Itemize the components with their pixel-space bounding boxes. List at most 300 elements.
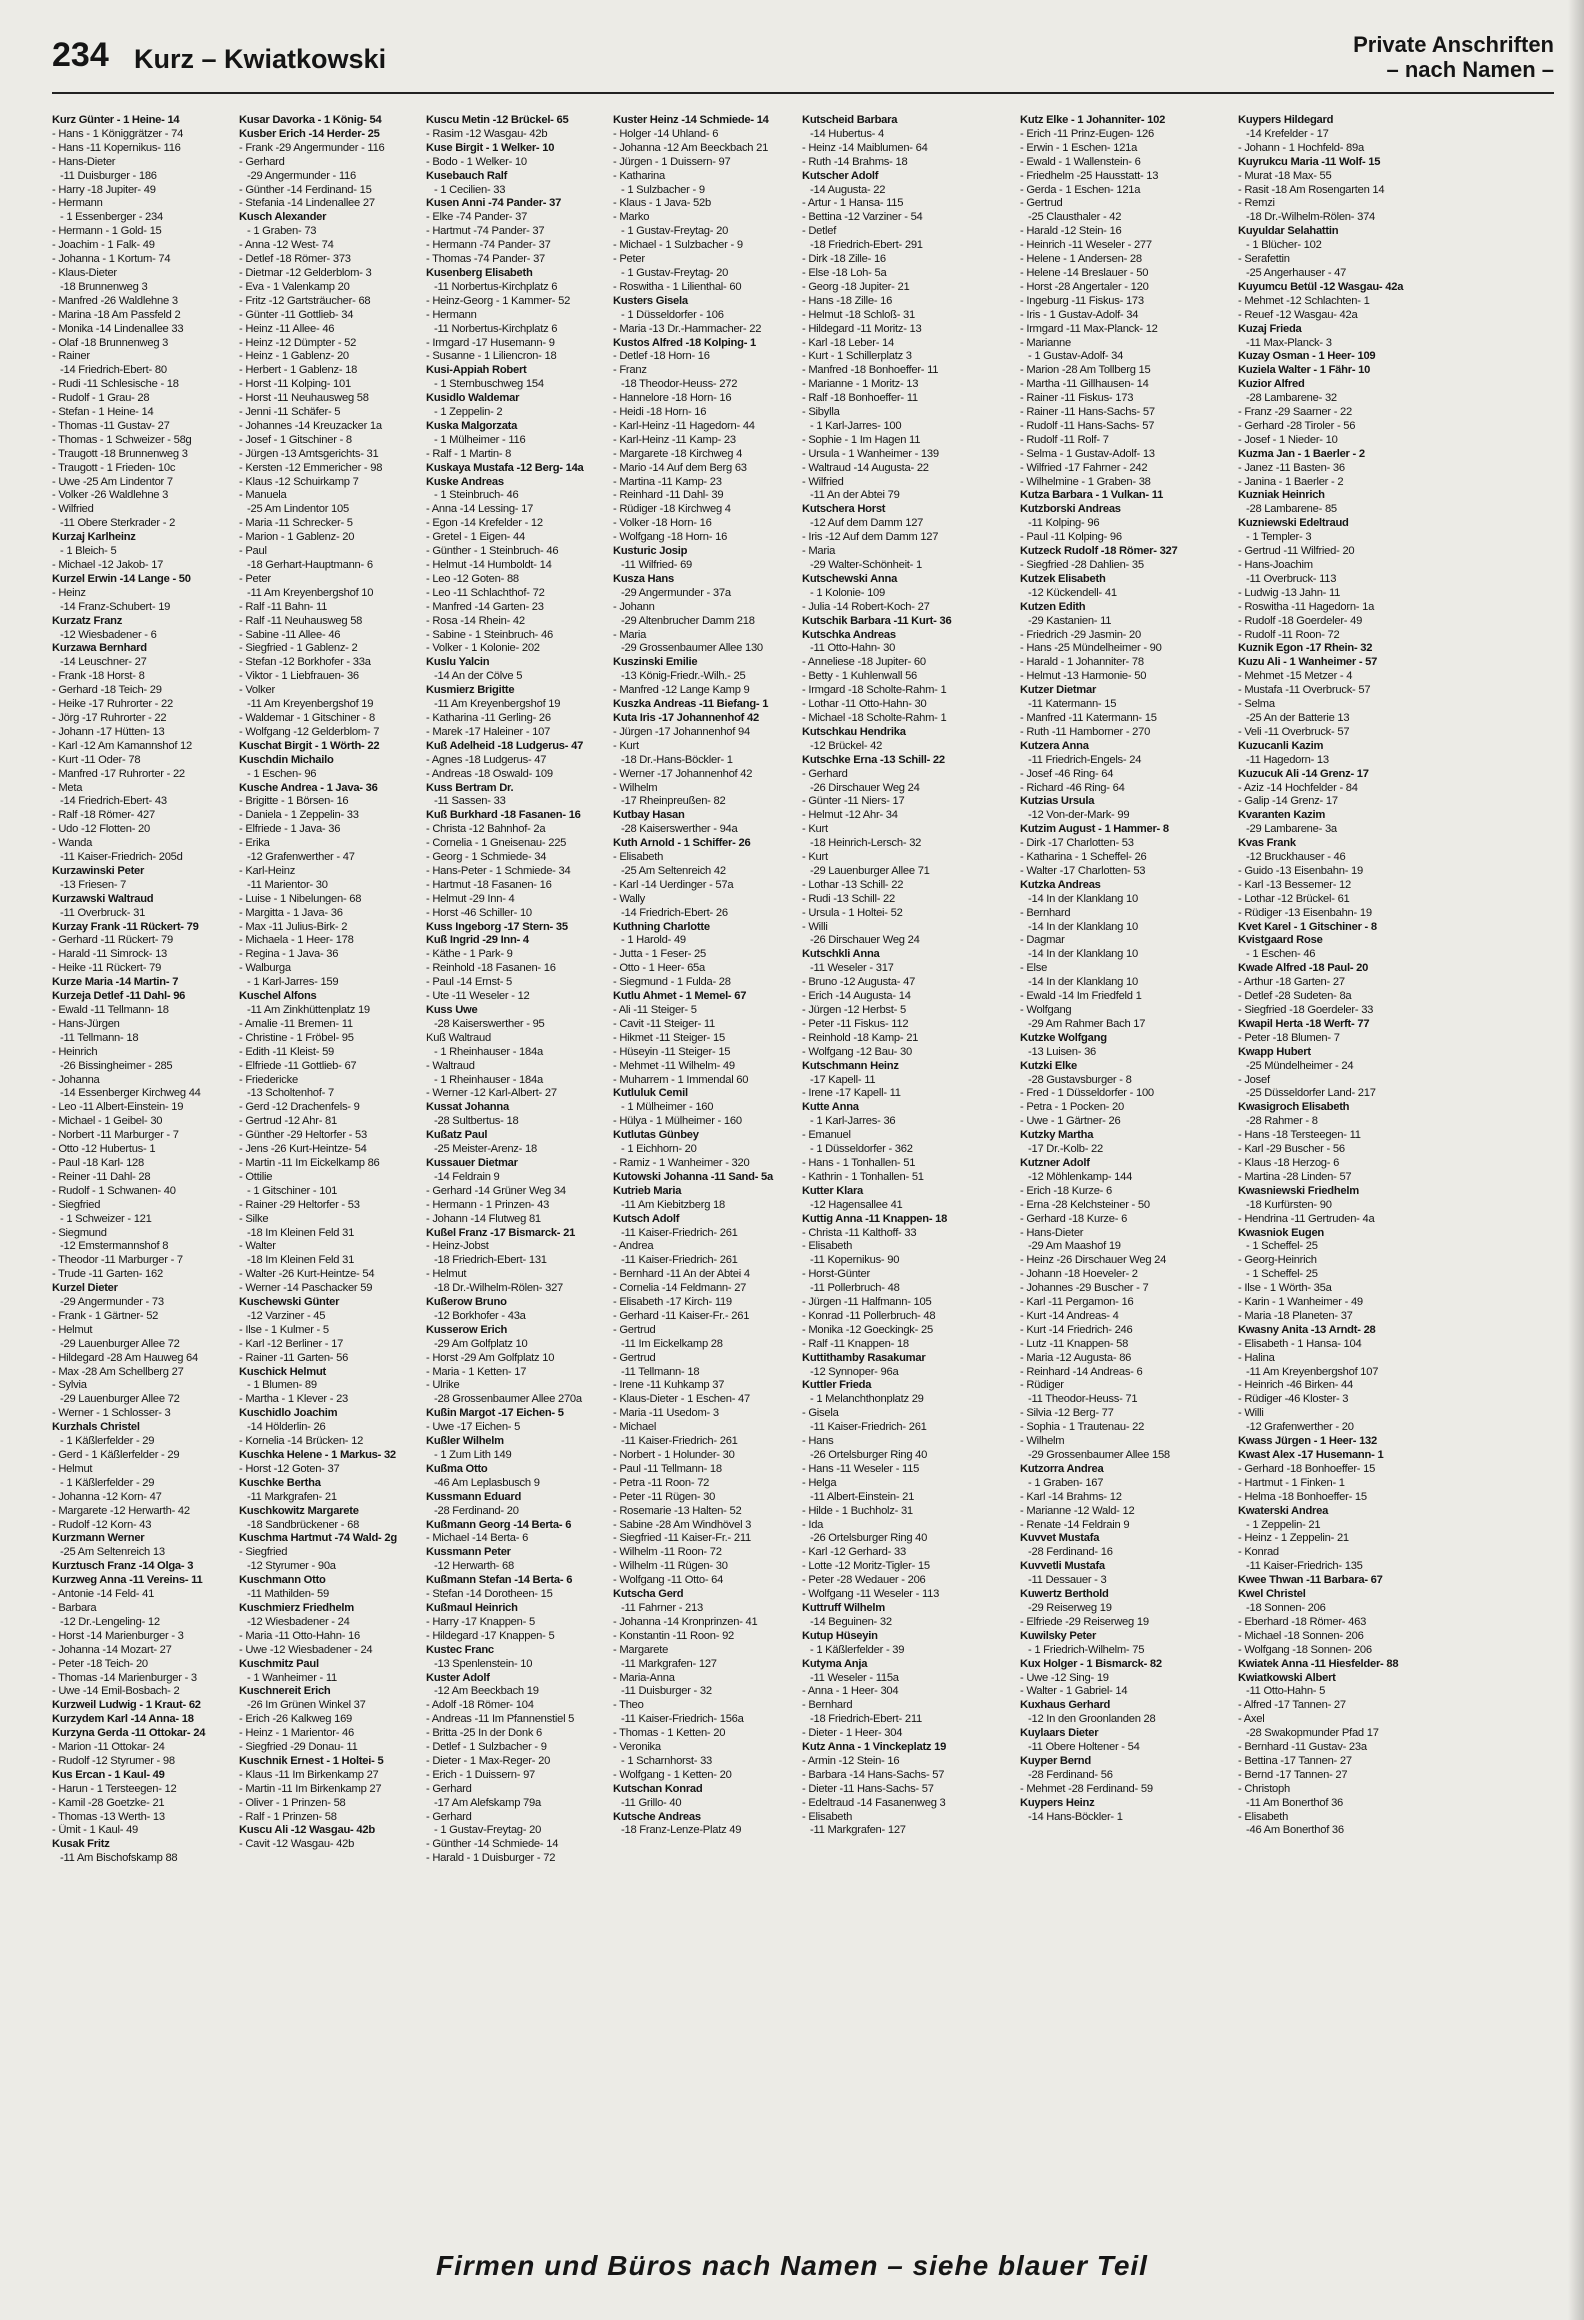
surname-entry: Kutza Barbara - 1 Vulkan- 11: [1020, 489, 1164, 502]
address-line: -29 Am Maashof 19: [1028, 1240, 1121, 1253]
surname-entry: Kutzki Elke: [1020, 1059, 1077, 1072]
person-entry: - Ralf - 1 Prinzen- 58: [239, 1810, 337, 1823]
surname-entry: Kusidlo Waldemar: [426, 392, 520, 405]
person-entry: - Lothar -11 Otto-Hahn- 30: [802, 698, 927, 711]
person-entry: - Renate -14 Feldrain 9: [1020, 1518, 1130, 1531]
person-entry: - Manfred -26 Waldlehne 3: [52, 294, 178, 307]
person-entry: - Kersten -12 Emmericher - 98: [239, 461, 383, 474]
surname-entry: Kutsch Adolf: [613, 1212, 680, 1225]
surname-entry: Kusebauch Ralf: [426, 169, 508, 182]
person-entry: - Erika: [239, 837, 270, 850]
person-entry: - Hüseyin -11 Steiger- 15: [613, 1045, 731, 1058]
surname-entry: Kuschel Alfons: [239, 990, 317, 1003]
surname-entry: Kurzatz Franz: [52, 614, 123, 627]
person-entry: - Jürgen -13 Amtsgerichts- 31: [239, 447, 379, 460]
surname-entry: Kutowski Johanna -11 Sand- 5a: [613, 1170, 773, 1183]
person-entry: - Regina - 1 Java- 36: [239, 948, 339, 961]
address-line: -14 Feldrain 9: [434, 1170, 500, 1183]
person-entry: - Waldemar - 1 Gitschiner - 8: [239, 711, 375, 724]
person-entry: - Frank -18 Horst- 8: [52, 670, 145, 683]
address-line: - 1 Gitschiner - 101: [247, 1184, 338, 1197]
person-entry: - Udo -12 Flotten- 20: [52, 823, 150, 836]
person-entry: - Norbert -11 Marburger - 7: [52, 1129, 179, 1142]
person-entry: - Johanna: [52, 1073, 100, 1086]
person-entry: - Max -28 Am Schellberg 27: [52, 1365, 184, 1378]
address-line: - 1 Blücher- 102: [1246, 239, 1322, 252]
address-line: -26 Ortelsburger Ring 40: [810, 1532, 928, 1545]
surname-entry: Kusmierz Brigitte: [426, 684, 515, 697]
person-entry: - Heinz -11 Allee- 46: [239, 322, 335, 335]
person-entry: - Siegfried - 1 Gablenz- 2: [239, 642, 358, 655]
address-line: -14 In der Klanklang 10: [1028, 976, 1138, 989]
person-entry: - Heinrich: [52, 1045, 98, 1058]
person-entry: - Selma: [1238, 698, 1275, 711]
page-edge-shadow: [1568, 0, 1584, 2320]
person-entry: - Marion -28 Am Tollberg 15: [1020, 364, 1151, 377]
person-entry: - Rudolf -11 Rolf- 7: [1020, 433, 1109, 446]
surname-entry: Kutte Anna: [802, 1101, 859, 1114]
person-entry: - Wilfried -17 Fahrner - 242: [1020, 461, 1148, 474]
person-entry: - Arthur -18 Garten- 27: [1238, 976, 1345, 989]
person-entry: - Serafettin: [1238, 253, 1290, 266]
person-entry: - Konrad -11 Pollerbruch- 48: [802, 1309, 936, 1322]
person-entry: - Waltraud -14 Augusta- 22: [802, 461, 929, 474]
address-line: -11 Tellmann- 18: [60, 1031, 139, 1044]
person-entry: - Gerhard: [239, 155, 285, 168]
person-entry: - Heinz - 1 Zeppelin- 21: [1238, 1532, 1349, 1545]
surname-entry: Kustec Franc: [426, 1643, 494, 1656]
person-entry: - Ursula - 1 Wanheimer - 139: [802, 447, 939, 460]
person-entry: - Amalie -11 Bremen- 11: [239, 1017, 353, 1030]
person-entry: - Klaus - 1 Java- 52b: [613, 197, 711, 210]
address-line: -18 Kurfürsten- 90: [1246, 1198, 1332, 1211]
address-line: -28 Lambarene- 85: [1246, 503, 1337, 516]
person-entry: - Gertrud: [613, 1323, 656, 1336]
person-entry: - Hermann: [426, 308, 477, 321]
person-entry: - Cavit -11 Steiger- 11: [613, 1017, 716, 1030]
person-entry: - Heike -17 Ruhrorter - 22: [52, 698, 173, 711]
surname-entry: Kuth Arnold - 1 Schiffer- 26: [613, 837, 751, 850]
surname-entry: Kuss Ingeborg -17 Stern- 35: [426, 920, 568, 933]
person-entry: - Johanna -12 Am Beeckbach 21: [613, 141, 769, 154]
address-line: -11 Markgrafen- 127: [621, 1657, 717, 1670]
address-line: -11 Tellmann- 18: [621, 1365, 700, 1378]
surname-entry: Kwasny Anita -13 Arndt- 28: [1238, 1323, 1376, 1336]
address-line: -26 Im Grünen Winkel 37: [247, 1699, 366, 1712]
address-line: -18 Brunnenweg 3: [60, 280, 148, 293]
person-entry: - Anna -14 Lessing- 17: [426, 503, 534, 516]
person-entry: - Karin - 1 Wanheimer - 49: [1238, 1296, 1363, 1309]
address-line: -11 Norbertus-Kirchplatz 6: [434, 322, 558, 335]
person-entry: - Veronika: [613, 1741, 661, 1754]
surname-entry: Kvaranten Kazim: [1238, 809, 1326, 822]
person-entry: - Karl -18 Leber- 14: [802, 336, 895, 349]
surname-entry: Kußma Otto: [426, 1462, 488, 1475]
person-entry: - Maria -18 Planeten- 37: [1238, 1309, 1353, 1322]
person-entry: - Betty - 1 Kuhlenwall 56: [802, 670, 918, 683]
surname-entry: Kutschkli Anna: [802, 948, 880, 961]
person-entry: - Siegfried: [239, 1546, 288, 1559]
person-entry: - Ursula - 1 Holtei- 52: [802, 906, 903, 919]
person-entry: - Ralf -11 Neuhausweg 58: [239, 614, 363, 627]
surname-entry: Kutschkau Hendrika: [802, 725, 906, 738]
address-line: -14 In der Klanklang 10: [1028, 948, 1138, 961]
address-line: -11 Max-Planck- 3: [1246, 336, 1332, 349]
person-entry: - Muharrem - 1 Immendal 60: [613, 1073, 749, 1086]
surname-entry: Kux Holger - 1 Bismarck- 82: [1020, 1657, 1162, 1670]
person-entry: - Hans-Jürgen: [52, 1017, 120, 1030]
person-entry: - Ute -11 Weseler - 12: [426, 990, 530, 1003]
person-entry: - Werner - 1 Schlosser- 3: [52, 1407, 171, 1420]
surname-entry: Kuß Adelheid -18 Ludgerus- 47: [426, 739, 584, 752]
person-entry: - Maria: [802, 545, 836, 558]
person-entry: - Hilde - 1 Buchholz- 31: [802, 1504, 913, 1517]
address-line: -12 Auf dem Damm 127: [810, 517, 924, 530]
person-entry: - Anneliese -18 Jupiter- 60: [802, 656, 926, 669]
person-entry: - Helene - 1 Andersen- 28: [1020, 253, 1142, 266]
person-entry: - Petra - 1 Pocken- 20: [1020, 1101, 1124, 1114]
person-entry: - Heinrich -11 Weseler - 277: [1020, 239, 1152, 252]
person-entry: - Manfred -17 Ruhrorter - 22: [52, 767, 185, 780]
address-line: -28 Gustavsburger - 8: [1028, 1073, 1132, 1086]
person-entry: - Helmut: [426, 1268, 467, 1281]
person-entry: - Hildegard -11 Moritz- 13: [802, 322, 922, 335]
person-entry: - Willi: [802, 920, 828, 933]
person-entry: - Petra -11 Roon- 72: [613, 1476, 710, 1489]
person-entry: - Martha - 1 Klever - 23: [239, 1393, 349, 1406]
person-entry: - Otto - 1 Heer- 65a: [613, 962, 705, 975]
person-entry: - Kurt: [802, 851, 828, 864]
surname-entry: Kutscha Gerd: [613, 1588, 684, 1601]
person-entry: - Frank -29 Angermunder - 116: [239, 141, 385, 154]
surname-entry: Kußel Franz -17 Bismarck- 21: [426, 1226, 576, 1239]
address-line: -25 Clausthaler - 42: [1028, 211, 1122, 224]
person-entry: - Ralf -11 Bahn- 11: [239, 600, 328, 613]
surname-entry: Kuster Heinz -14 Schmiede- 14: [613, 114, 769, 126]
surname-entry: Kurzyna Gerda -11 Ottokar- 24: [52, 1727, 206, 1740]
person-entry: - Marion - 1 Gablenz- 20: [239, 531, 355, 544]
person-entry: - Rainer: [52, 350, 90, 363]
surname-entry: Kvet Karel - 1 Gitschiner - 8: [1238, 920, 1377, 933]
surname-entry: Kuyper Bernd: [1020, 1754, 1091, 1767]
surname-entry: Kurzel Erwin -14 Lange - 50: [52, 572, 191, 585]
address-line: -14 Krefelder - 17: [1246, 127, 1329, 140]
person-entry: - Reiner -11 Dahl- 28: [52, 1170, 151, 1183]
person-entry: - Gerhard: [802, 767, 848, 780]
person-entry: - Dieter - 1 Max-Reger- 20: [426, 1754, 551, 1767]
person-entry: - Johanna -14 Kronprinzen- 41: [613, 1615, 758, 1628]
person-entry: - Jürgen -17 Johannenhof 94: [613, 725, 750, 738]
surname-entry: Kuyrukcu Maria -11 Wolf- 15: [1238, 155, 1381, 168]
surname-entry: Kurzeja Detlef -11 Dahl- 96: [52, 990, 186, 1003]
address-line: -28 Grossenbaumer Allee 270a: [434, 1393, 582, 1406]
address-line: -46 Am Leplasbusch 9: [434, 1476, 540, 1489]
person-entry: - Walburga: [239, 962, 291, 975]
address-line: - 1 Käßlerfelder - 29: [60, 1476, 155, 1489]
surname-entry: Kurzaj Karlheinz: [52, 531, 136, 544]
person-entry: - Sabine -28 Am Windhövel 3: [613, 1518, 752, 1531]
address-line: -11 Am Bonerthof 36: [1246, 1796, 1344, 1809]
person-entry: - Jenni -11 Schäfer- 5: [239, 406, 341, 419]
person-entry: - Gerhard -18 Teich- 29: [52, 684, 162, 697]
person-entry: - Volker: [239, 684, 275, 697]
address-line: -12 Hagensallee 41: [810, 1198, 903, 1211]
surname-entry: Kusak Fritz: [52, 1838, 110, 1851]
address-line: -14 Friedrich-Ebert- 43: [60, 795, 167, 808]
person-entry: - Paul: [239, 545, 267, 558]
surname-entry: Kussmann Eduard: [426, 1490, 522, 1503]
person-entry: - Cornelia -14 Feldmann- 27: [613, 1282, 747, 1295]
surname-entry: Kuzaj Frieda: [1238, 322, 1302, 335]
address-line: -11 Kaiser-Friedrich- 261: [621, 1226, 738, 1239]
person-entry: - Ramiz - 1 Wanheimer - 320: [613, 1156, 750, 1169]
person-entry: - Michael - 1 Geibel- 30: [52, 1115, 163, 1128]
person-entry: - Otto -12 Hubertus- 1: [52, 1143, 156, 1156]
address-line: -18 Franz-Lenze-Platz 49: [621, 1824, 742, 1837]
person-entry: - Günther - 1 Steinbruch- 46: [426, 545, 559, 558]
person-entry: - Katharina - 1 Scheffel- 26: [1020, 851, 1147, 864]
surname-entry: Kutz Anna - 1 Vinckeplatz 19: [802, 1741, 947, 1754]
listing-column: [239, 114, 419, 2244]
address-line: -13 Luisen- 36: [1028, 1045, 1097, 1058]
address-line: -11 Kolping- 96: [1028, 517, 1100, 530]
surname-entry: Kussmann Peter: [426, 1546, 511, 1559]
person-entry: - Wolfgang - 1 Ketten- 20: [613, 1768, 732, 1781]
person-entry: - Traugott -18 Brunnenweg 3: [52, 447, 188, 460]
person-entry: - Artur - 1 Hansa- 115: [802, 197, 904, 210]
footer-note: Firmen und Büros nach Namen – siehe blauer Teil: [436, 2250, 1148, 2281]
person-entry: - Mehmet -12 Schlachten- 1: [1238, 294, 1370, 307]
person-entry: - Uwe - 1 Gärtner- 26: [1020, 1115, 1121, 1128]
surname-entry: Kutschewski Anna: [802, 572, 898, 585]
address-line: -11 Norbertus-Kirchplatz 6: [434, 280, 558, 293]
person-entry: - Werner -12 Karl-Albert- 27: [426, 1087, 557, 1100]
person-entry: - Horst -11 Neuhausweg 58: [239, 392, 369, 405]
address-line: -14 Hans-Böckler- 1: [1028, 1810, 1123, 1823]
address-line: -11 Sassen- 33: [434, 795, 506, 808]
person-entry: - Heinz: [52, 586, 86, 599]
address-line: - 1 Graben- 73: [247, 225, 317, 238]
address-line: -11 Kaiser-Friedrich- 205d: [60, 851, 183, 864]
person-entry: - Ralf -18 Römer- 427: [52, 809, 155, 822]
person-entry: - Edith -11 Kleist- 59: [239, 1045, 335, 1058]
address-line: -14 Hubertus- 4: [810, 127, 884, 140]
address-line: -18 Dr.-Hans-Böckler- 1: [621, 753, 733, 766]
person-entry: - Kathrin - 1 Tonhallen- 51: [802, 1170, 924, 1183]
address-line: -18 Im Kleinen Feld 31: [247, 1254, 355, 1267]
address-line: - 1 Düsseldorfer - 106: [621, 308, 724, 321]
person-entry: - Karl -14 Brahms- 12: [1020, 1490, 1122, 1503]
person-entry: - Edeltraud -14 Fasanenweg 3: [802, 1796, 946, 1809]
person-entry: - Paul -14 Ernst- 5: [426, 976, 513, 989]
person-entry: - Hans-Dieter: [52, 155, 116, 168]
listing-column: [1020, 114, 1200, 2244]
person-entry: - Wilhelm: [1020, 1435, 1065, 1448]
person-entry: - Wilhelm -11 Roon- 72: [613, 1546, 722, 1559]
address-line: -28 Kaiserswerther - 95: [434, 1017, 545, 1030]
person-entry: - Rudi -11 Schlesische - 18: [52, 378, 179, 391]
surname-entry: Kurztusch Franz -14 Olga- 3: [52, 1560, 194, 1573]
person-entry: - Elisabeth: [802, 1240, 853, 1253]
address-line: - 1 Templer- 3: [1246, 531, 1312, 544]
person-entry: - Stefan -14 Dorotheen- 15: [426, 1588, 553, 1601]
address-line: -28 Ferdinand- 20: [434, 1504, 519, 1517]
person-entry: - Karl -12 Berliner - 17: [239, 1337, 344, 1350]
surname-entry: Kuvvetli Mustafa: [1020, 1560, 1105, 1573]
person-entry: - Maria: [613, 628, 647, 641]
surname-entry: Kuta Iris -17 Johannenhof 42: [613, 711, 759, 724]
person-entry: - Johanna - 1 Kortum- 74: [52, 253, 171, 266]
address-line: -11 Kopernikus- 90: [810, 1254, 900, 1267]
address-line: -29 Lauenburger Allee 72: [60, 1337, 180, 1350]
person-entry: - Selma - 1 Gustav-Adolf- 13: [1020, 447, 1155, 460]
address-line: -14 Hölderlin- 26: [247, 1421, 326, 1434]
person-entry: - Uwe -25 Am Lindentor 7: [52, 475, 173, 488]
person-entry: - Kurt -11 Oder- 78: [52, 753, 141, 766]
person-entry: - Harald - 1 Duisburger - 72: [426, 1852, 556, 1865]
person-entry: - Hans -25 Mündelheimer - 90: [1020, 642, 1162, 655]
surname-entry: Kutzen Edith: [1020, 600, 1086, 613]
address-line: -29 Reiserweg 19: [1028, 1601, 1112, 1614]
person-entry: - Hannelore -18 Horn- 16: [613, 392, 732, 405]
person-entry: - Lothar -12 Brückel- 61: [1238, 892, 1350, 905]
address-line: - 1 Eschen- 96: [247, 767, 317, 780]
person-entry: - Maria -12 Augusta- 86: [1020, 1351, 1132, 1364]
address-line: -17 Am Alefskamp 79a: [434, 1796, 541, 1809]
person-entry: - Antonie -14 Feld- 41: [52, 1588, 155, 1601]
person-entry: - Heinz-Georg - 1 Kammer- 52: [426, 294, 571, 307]
person-entry: - Wolfgang -11 Otto- 64: [613, 1574, 724, 1587]
surname-entry: Kuwertz Berthold: [1020, 1588, 1109, 1601]
person-entry: - Detlef -28 Sudeten- 8a: [1238, 990, 1352, 1003]
person-entry: - Heinz -26 Dirschauer Weg 24: [1020, 1254, 1167, 1267]
surname-entry: Kwaterski Andrea: [1238, 1504, 1329, 1517]
address-line: -12 Bruckhauser - 46: [1246, 851, 1346, 864]
address-line: -11 Duisburger - 186: [60, 169, 157, 182]
person-entry: - Hans-Joachim: [1238, 559, 1313, 571]
person-entry: - Sophie - 1 Im Hagen 11: [802, 433, 921, 446]
address-line: -17 Dr.-Kolb- 22: [1028, 1143, 1103, 1156]
person-entry: - Jörg -17 Ruhrorter - 22: [52, 711, 167, 724]
address-line: -11 Grillo- 40: [621, 1796, 682, 1809]
person-entry: - Janina - 1 Baerler - 2: [1238, 475, 1344, 488]
address-line: -11 Albert-Einstein- 21: [810, 1490, 915, 1503]
person-entry: - Guido -13 Eisenbahn- 19: [1238, 864, 1363, 877]
person-entry: - Harald -12 Stein- 16: [1020, 225, 1122, 238]
person-entry: - Wolfgang -12 Bau- 30: [802, 1045, 912, 1058]
address-line: -11 Obere Holtener - 54: [1028, 1741, 1140, 1754]
person-entry: - Jens -26 Kurt-Heintze- 54: [239, 1143, 367, 1156]
person-entry: - Detlef -18 Römer- 373: [239, 253, 351, 266]
surname-entry: Kussat Johanna: [426, 1101, 509, 1114]
person-entry: - Thomas - 1 Schweizer - 58g: [52, 433, 192, 446]
surname-entry: Kustos Alfred -18 Kolping- 1: [613, 336, 757, 349]
person-entry: - Maria -11 Usedom- 3: [613, 1407, 719, 1420]
person-entry: - Manfred -14 Garten- 23: [426, 600, 544, 613]
person-entry: - Heidi -18 Horn- 16: [613, 406, 707, 419]
person-entry: - Harry -18 Jupiter- 49: [52, 183, 156, 196]
person-entry: - Herbert - 1 Gablenz- 18: [239, 364, 358, 377]
person-entry: - Reinhard -14 Andreas- 6: [1020, 1365, 1143, 1378]
person-entry: - Elisabeth -17 Kirch- 119: [613, 1296, 732, 1309]
address-line: - 1 Sternbuschweg 154: [434, 378, 544, 391]
surname-entry: Kutzky Martha: [1020, 1129, 1094, 1142]
address-line: -26 Ortelsburger Ring 40: [810, 1449, 928, 1461]
person-entry: - Eberhard -18 Römer- 463: [1238, 1615, 1367, 1628]
person-entry: - Katharina -11 Gerling- 26: [426, 711, 551, 724]
surname-entry: Kuslu Yalcin: [426, 656, 490, 669]
address-line: - 1 Rheinhauser - 184a: [434, 1045, 543, 1058]
person-entry: - Rudolf -11 Hans-Sachs- 57: [1020, 419, 1155, 432]
listing-column: [802, 114, 982, 2244]
person-entry: - Leo -11 Schlachthof- 72: [426, 586, 545, 599]
surname-entry: Kutlutas Günbey: [613, 1129, 699, 1142]
surname-entry: Kutzborski Andreas: [1020, 503, 1121, 516]
address-line: -29 Angermunder - 116: [247, 169, 356, 182]
person-entry: - Rüdiger: [1020, 1379, 1064, 1392]
person-entry: - Hermann - 1 Prinzen- 43: [426, 1198, 550, 1211]
person-entry: - Rainer -29 Heltorfer - 53: [239, 1198, 360, 1211]
person-entry: - Hans -11 Kopernikus- 116: [52, 141, 181, 154]
address-line: -11 Otto-Hahn- 30: [810, 642, 896, 655]
person-entry: - Else -18 Loh- 5a: [802, 266, 887, 279]
person-entry: - Erwin - 1 Eschen- 121a: [1020, 141, 1138, 154]
person-entry: - Harald -11 Simrock- 13: [52, 948, 168, 961]
surname-entry: Kußler Wilhelm: [426, 1435, 504, 1448]
person-entry: - Sibylla: [802, 406, 840, 419]
person-entry: - Konrad: [1238, 1546, 1279, 1559]
person-entry: - Günther -29 Heltorfer - 53: [239, 1129, 367, 1142]
person-entry: - Horst -12 Goten- 37: [239, 1462, 340, 1475]
person-entry: - Heinz-Jobst: [426, 1240, 489, 1253]
person-entry: - Wilhelm -11 Rügen- 30: [613, 1560, 728, 1573]
person-entry: - Marianne: [1020, 336, 1071, 349]
person-entry: - Günther -14 Ferdinand- 15: [239, 183, 372, 196]
person-entry: - Roswitha -11 Hagedorn- 1a: [1238, 600, 1375, 613]
person-entry: - Ruth -11 Hamborner - 270: [1020, 725, 1151, 738]
surname-entry: Kutschke Erna -13 Schill- 22: [802, 753, 945, 766]
address-line: - 1 Düsseldorfer - 362: [810, 1143, 913, 1156]
person-entry: - Klaus -18 Herzog- 6: [1238, 1156, 1340, 1169]
address-line: - 1 Mülheimer - 116: [434, 433, 526, 446]
surname-entry: Kwasniok Eugen: [1238, 1226, 1325, 1239]
address-line: -18 Dr.-Wilhelm-Rölen- 374: [1246, 211, 1376, 224]
surname-entry: Kußatz Paul: [426, 1129, 488, 1142]
surname-entry: Kutlu Ahmet - 1 Memel- 67: [613, 990, 747, 1003]
person-entry: - Hermann - 1 Gold- 15: [52, 225, 162, 238]
surname-entry: Kuskaya Mustafa -12 Berg- 14a: [426, 461, 584, 474]
person-entry: - Gertrud: [1020, 197, 1063, 210]
person-entry: - Karl -29 Buscher - 56: [1238, 1143, 1345, 1156]
person-entry: - Siegfried -18 Goerdeler- 33: [1238, 1004, 1374, 1016]
person-entry: - Manuela: [239, 489, 287, 502]
surname-entry: Kuschmitz Paul: [239, 1657, 319, 1670]
surname-entry: Kwasniewski Friedhelm: [1238, 1184, 1359, 1197]
address-line: -25 Am Seltenreich 13: [60, 1546, 165, 1559]
person-entry: - Rainer -11 Hans-Sachs- 57: [1020, 406, 1155, 419]
address-line: -12 Von-der-Mark- 99: [1028, 809, 1130, 822]
address-line: -12 Kückendell- 41: [1028, 586, 1117, 599]
person-entry: - Rudolf -18 Goerdeler- 49: [1238, 614, 1363, 627]
address-line: - 1 Gustav-Freytag- 20: [621, 225, 729, 238]
person-entry: - Jürgen - 1 Duissern- 97: [613, 155, 731, 168]
person-entry: - Bettina -17 Tannen- 27: [1238, 1754, 1352, 1767]
person-entry: - Helma -18 Bonhoeffer- 15: [1238, 1490, 1367, 1503]
person-entry: - Harald - 1 Johanniter- 78: [1020, 656, 1144, 669]
person-entry: - Maria-Anna: [613, 1671, 675, 1684]
surname-entry: Kutzka Andreas: [1020, 878, 1101, 891]
surname-entry: Kuyuldar Selahattin: [1238, 225, 1339, 238]
